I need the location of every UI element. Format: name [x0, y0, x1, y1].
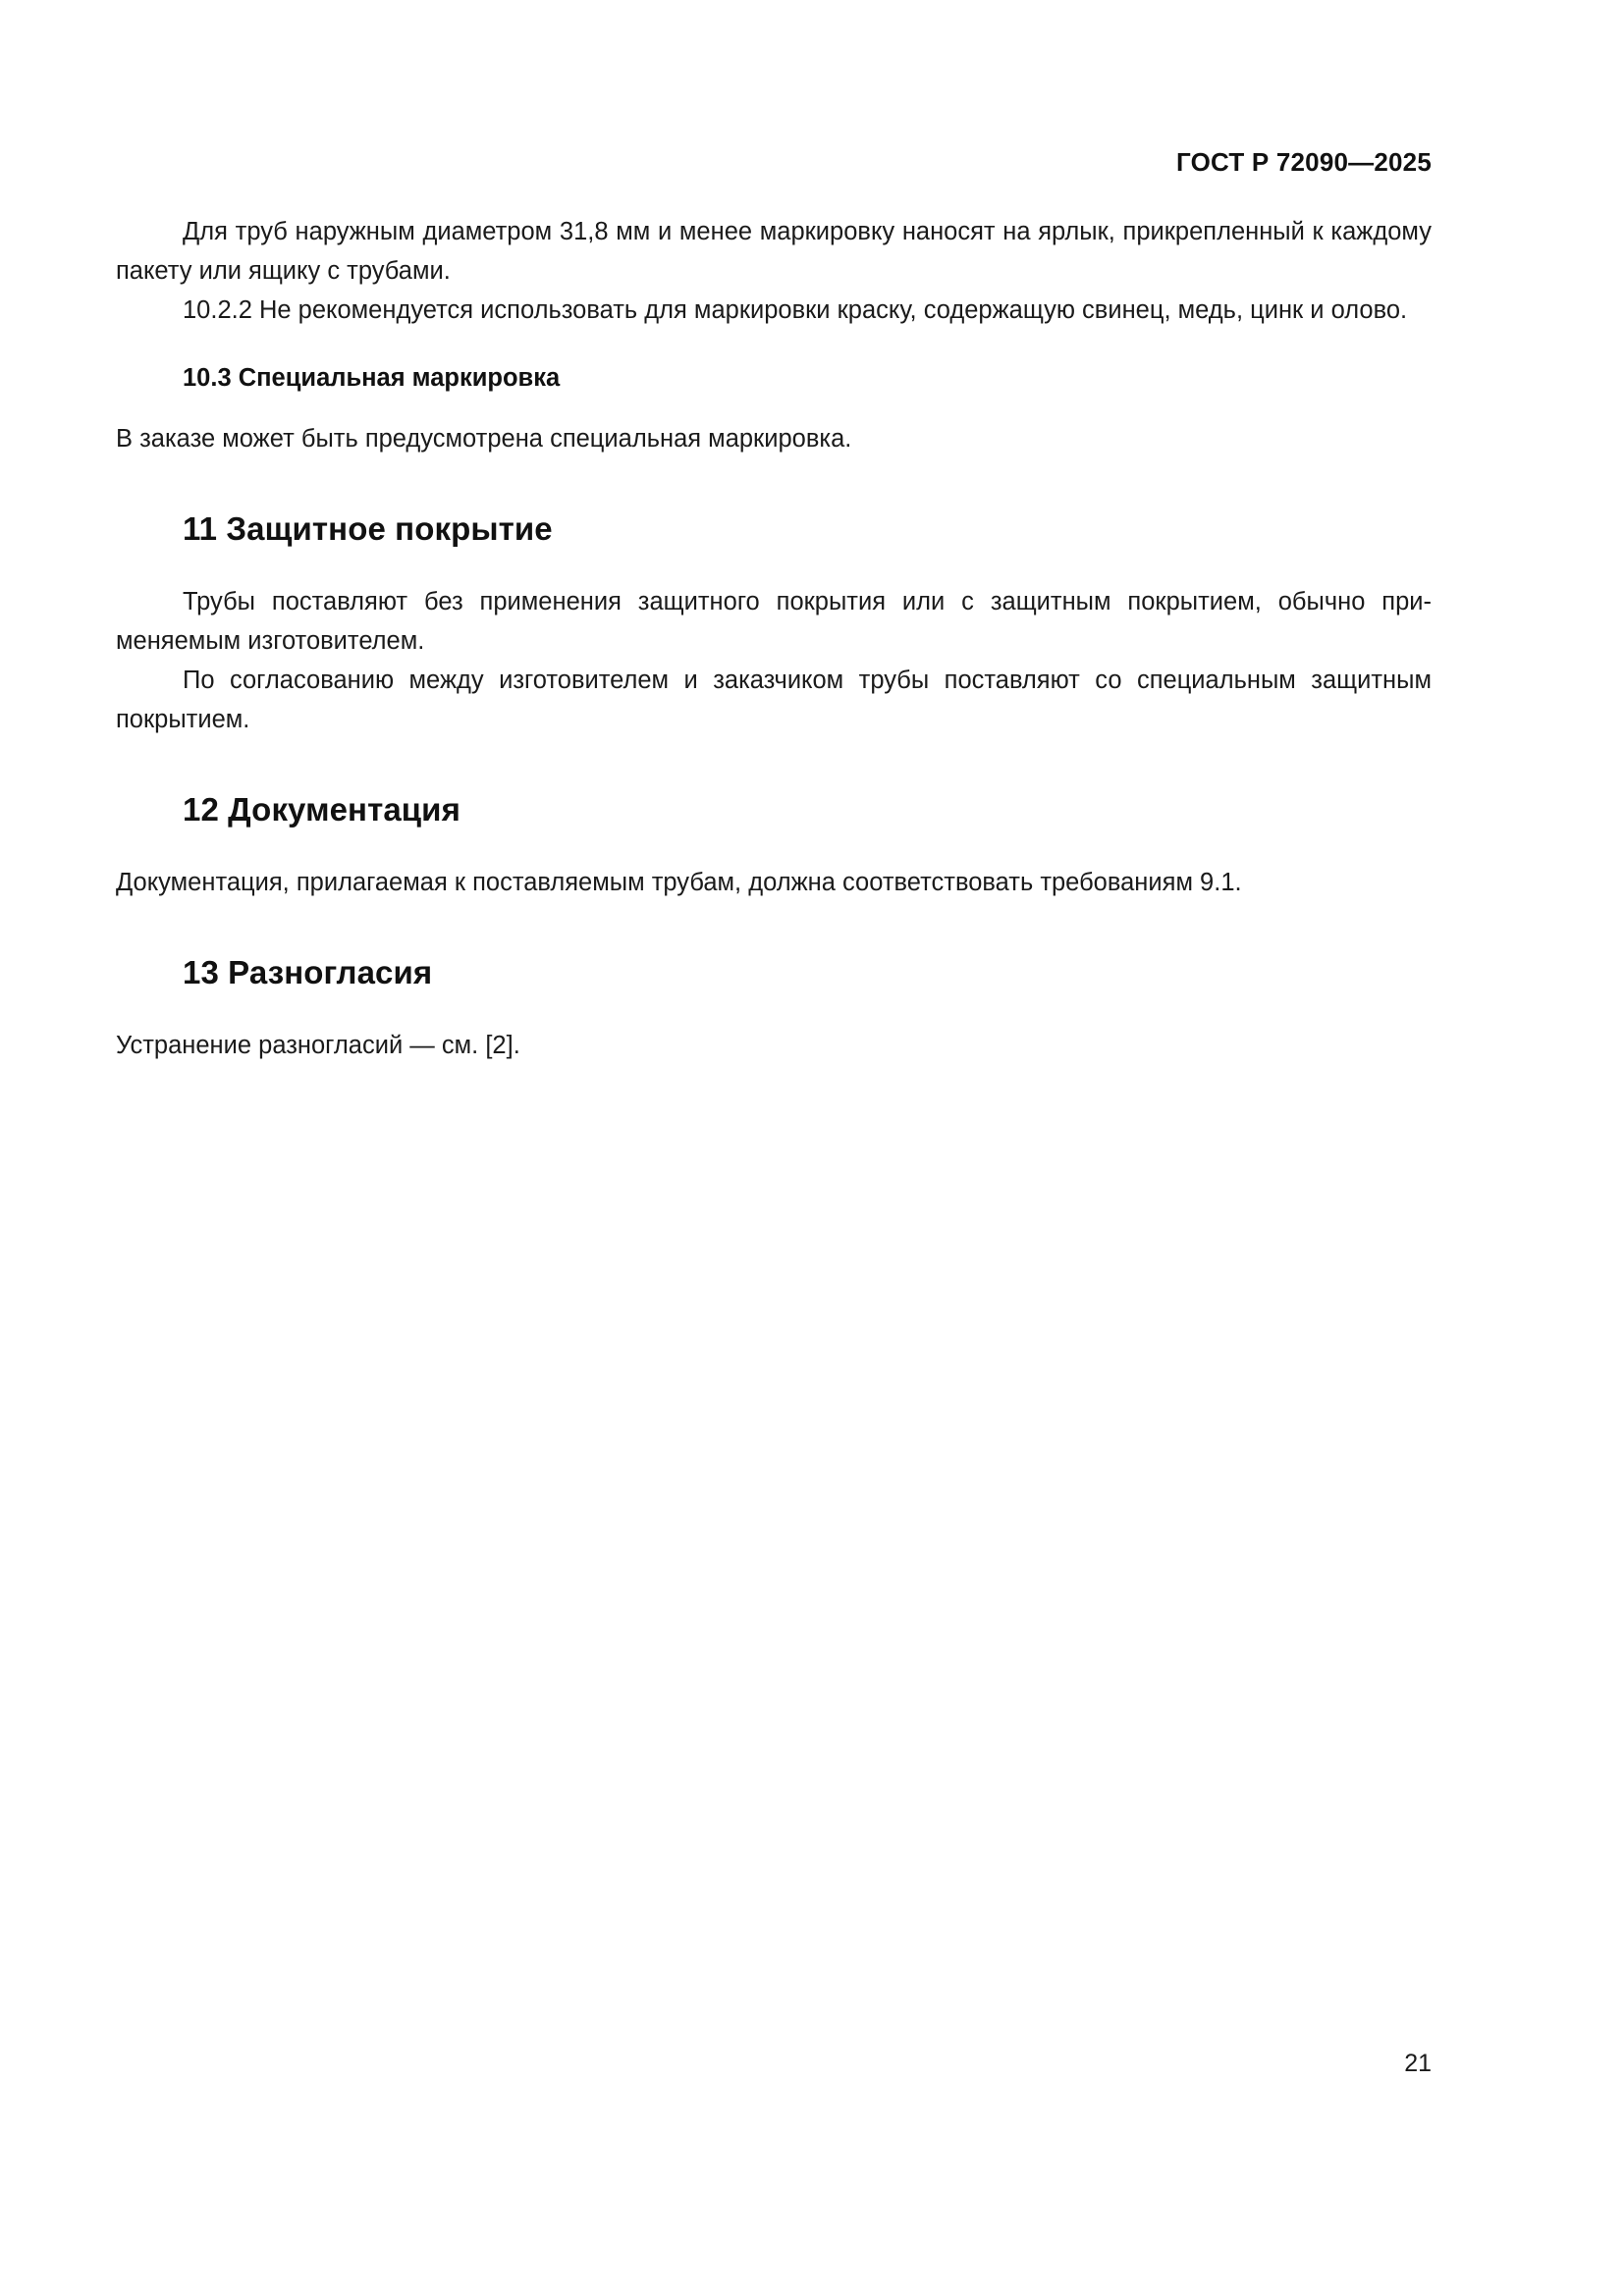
running-head-standard-number: ГОСТ Р 72090—2025: [1176, 147, 1432, 177]
paragraph-12: Документация, прилагаемая к поставляемым трубам, должна соответствовать требованиям 9.1.: [116, 869, 1242, 896]
spacer: [116, 902, 1432, 951]
spacer: [116, 330, 1432, 358]
paragraph-13: Устранение разногласий — см. [2].: [116, 1032, 520, 1059]
paragraph-10-2-2: 10.2.2 Не рекомендуется использовать для маркировки краску, содержащую свинец, медь, цинк и олово.: [183, 296, 1408, 324]
heading-11-protective-coating: 11 Защитное покрытие: [183, 510, 553, 547]
paragraph-11-1: Трубы поставляют без применения защитного покрытия или с защитным покрытием, обычно применяемым изготовителем.: [116, 588, 1432, 655]
heading-12-documentation: 12 Документация: [183, 791, 460, 828]
spacer: [116, 551, 1432, 582]
spacer: [116, 739, 1432, 788]
paragraph-10-3: В заказе может быть предусмотрена специальная маркировка.: [116, 425, 852, 453]
spacer: [116, 994, 1432, 1026]
paragraph-10-2-1-continuation: Для труб наружным диаметром 31,8 мм и менее маркировку наносят на ярлык, прикрепленный к каждому пакету или ящику с трубами.: [116, 218, 1432, 285]
spacer: [116, 831, 1432, 863]
page-content: [116, 212, 1432, 1065]
spacer: [116, 398, 1432, 419]
heading-13-disagreements: 13 Разногласия: [183, 954, 433, 990]
spacer: [116, 458, 1432, 507]
page-number: 21: [1404, 2050, 1432, 2077]
paragraph-11-2: По согласованию между изготовителем и заказчиком трубы поставляют со специальным защитным покрытием.: [116, 667, 1432, 733]
heading-10-3-special-marking: 10.3 Специальная маркировка: [183, 364, 561, 392]
